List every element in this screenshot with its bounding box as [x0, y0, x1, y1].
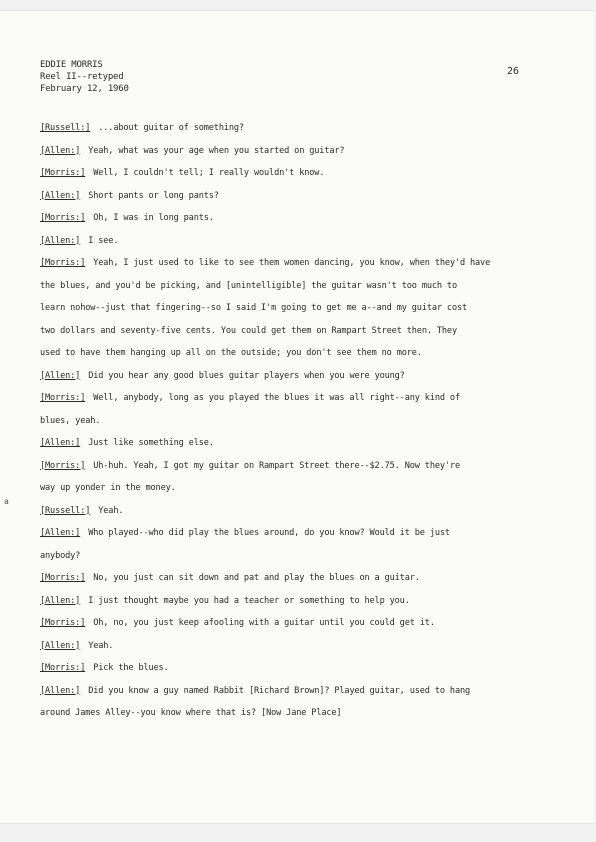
dialogue-line: [40, 348, 546, 371]
dialogue-entry: [40, 123, 546, 146]
reel-label: Reel II--retyped: [40, 72, 124, 82]
dialogue-line: [40, 123, 546, 146]
dialogue-line: [40, 551, 546, 574]
dialogue-line: [40, 573, 546, 596]
dialogue-entry: [40, 393, 546, 438]
dialogue-text: ...about guitar of something?: [98, 123, 244, 133]
dialogue-text: used to have them hanging up all on the outside; you don't see them no more.: [40, 348, 422, 358]
dialogue-line: [40, 663, 546, 686]
dialogue-line: [40, 326, 546, 349]
dialogue-text: Yeah.: [88, 640, 114, 651]
speaker-label: [Allen:]: [40, 190, 81, 201]
dialogue-line: [40, 618, 546, 641]
interview-date: February 12, 1960: [40, 84, 129, 94]
speaker-label: [Morris:]: [40, 573, 86, 583]
dialogue-line: [40, 168, 546, 191]
speaker-label: [Morris:]: [40, 168, 86, 178]
dialogue-line: [40, 438, 546, 461]
dialogue-text: Who played--who did play the blues around, do you know? Would it be just: [88, 528, 450, 538]
dialogue-line: [40, 483, 546, 506]
dialogue-entry: [40, 191, 546, 214]
speaker-label: [Allen:]: [40, 528, 81, 538]
speaker-label: [Morris:]: [40, 393, 86, 403]
dialogue-entry: [40, 506, 546, 529]
dialogue-entry: [40, 528, 546, 573]
dialogue-line: [40, 528, 546, 551]
speaker-label: [Allen:]: [40, 235, 81, 246]
dialogue-text: Did you know a guy named Rabbit [Richard Brown]? Played guitar, used to hang: [88, 685, 471, 696]
dialogue-entry: [40, 686, 546, 731]
speaker-label: [Russell:]: [40, 505, 91, 516]
dialogue-line: [40, 236, 546, 259]
dialogue-line: [40, 281, 546, 304]
dialogue-entry: [40, 371, 546, 394]
dialogue-entry: [40, 618, 546, 641]
dialogue-entry: [40, 596, 546, 619]
speaker-label: [Allen:]: [40, 145, 81, 156]
transcript-body: [40, 123, 546, 731]
dialogue-line: [40, 596, 546, 619]
speaker-label: [Morris:]: [40, 460, 86, 471]
stray-mark: a: [4, 497, 9, 506]
dialogue-entry: [40, 573, 546, 596]
dialogue-text: Yeah, I just used to like to see them women dancing, you know, when they'd have: [93, 258, 491, 268]
dialogue-text: Yeah.: [98, 505, 124, 516]
dialogue-entry: [40, 236, 546, 259]
dialogue-text: Did you hear any good blues guitar players when you were young?: [88, 370, 405, 381]
dialogue-line: [40, 258, 546, 281]
speaker-label: [Morris:]: [40, 663, 86, 673]
interviewee-name: EDDIE MORRIS: [40, 60, 103, 70]
dialogue-line: [40, 461, 546, 484]
dialogue-text: blues, yeah.: [40, 415, 101, 426]
dialogue-line: [40, 416, 546, 439]
dialogue-entry: [40, 213, 546, 236]
dialogue-line: [40, 686, 546, 709]
document-page: [0, 10, 594, 824]
dialogue-text: Oh, no, you just keep afooling with a guitar until you could get it.: [93, 618, 435, 628]
dialogue-entry: [40, 461, 546, 506]
dialogue-line: [40, 641, 546, 664]
dialogue-text: the blues, and you'd be picking, and [unintelligible] the guitar wasn't too much to: [40, 280, 457, 291]
dialogue-text: way up yonder in the money.: [40, 483, 176, 493]
dialogue-text: two dollars and seventy-five cents. You could get them on Rampart Street then. They: [40, 325, 457, 336]
speaker-label: [Allen:]: [40, 370, 81, 381]
dialogue-line: [40, 708, 546, 731]
dialogue-text: Well, anybody, long as you played the blues it was all right--any kind of: [93, 393, 460, 403]
dialogue-text: I just thought maybe you had a teacher or something to help you.: [88, 595, 410, 606]
dialogue-text: Just like something else.: [88, 438, 214, 448]
dialogue-entry: [40, 146, 546, 169]
transcript-header: [40, 59, 129, 95]
speaker-label: [Morris:]: [40, 213, 86, 223]
dialogue-text: anybody?: [40, 550, 81, 561]
speaker-label: [Morris:]: [40, 618, 86, 628]
dialogue-entry: [40, 663, 546, 686]
dialogue-text: Short pants or long pants?: [88, 190, 219, 201]
dialogue-entry: [40, 438, 546, 461]
dialogue-text: learn nohow--just that fingering--so I said I'm going to get me a--and my guitar cost: [40, 303, 468, 313]
dialogue-text: Pick the blues.: [93, 663, 169, 673]
dialogue-line: [40, 213, 546, 236]
speaker-label: [Allen:]: [40, 685, 81, 696]
dialogue-entry: [40, 168, 546, 191]
speaker-label: [Allen:]: [40, 640, 81, 651]
dialogue-line: [40, 146, 546, 169]
dialogue-line: [40, 191, 546, 214]
dialogue-text: Well, I couldn't tell; I really wouldn't know.: [93, 168, 325, 178]
dialogue-text: around James Alley--you know where that is? [Now Jane Place]: [40, 708, 342, 718]
dialogue-entry: [40, 641, 546, 664]
dialogue-text: No, you just can sit down and pat and play the blues on a guitar.: [93, 573, 420, 583]
speaker-label: [Morris:]: [40, 258, 86, 268]
page-number: 26: [507, 66, 520, 77]
dialogue-text: Yeah, what was your age when you started on guitar?: [88, 145, 345, 156]
dialogue-text: I see.: [88, 235, 119, 246]
speaker-label: [Russell:]: [40, 123, 91, 133]
speaker-label: [Allen:]: [40, 438, 81, 448]
dialogue-line: [40, 506, 546, 529]
speaker-label: [Allen:]: [40, 595, 81, 606]
dialogue-text: Uh-huh. Yeah, I got my guitar on Rampart Street there--$2.75. Now they're: [93, 460, 460, 471]
dialogue-line: [40, 371, 546, 394]
dialogue-text: Oh, I was in long pants.: [93, 213, 214, 223]
dialogue-entry: [40, 258, 546, 371]
dialogue-line: [40, 303, 546, 326]
dialogue-line: [40, 393, 546, 416]
